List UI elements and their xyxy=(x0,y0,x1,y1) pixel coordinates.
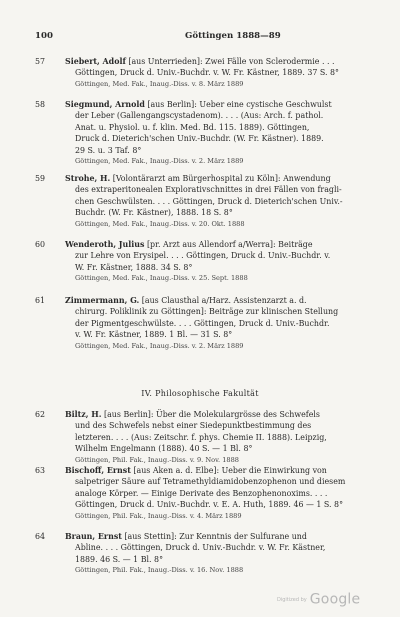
entry-text: salpetriger Säure auf Tetramethyldiamidobenzophenon und diesem xyxy=(75,477,346,487)
entry-text: [aus Berlin]: Ueber eine cystische Geschwulst xyxy=(147,100,332,109)
entry-text: Göttingen, Druck d. Univ.-Buchdr. v. E. A. Huth, 1889. 46 — 1 S. 8° xyxy=(75,500,344,510)
page-number: 100 xyxy=(35,31,53,41)
entry-text: und des Schwefels nebst einer Siedepunktbestimmung des xyxy=(75,421,312,431)
entry-text: [aus Berlin]: Über die Molekulargrösse des Schwefels xyxy=(104,410,320,419)
bibliography-entry xyxy=(35,531,375,575)
bibliography-entry xyxy=(35,56,375,89)
entry-text: zur Lehre von Erysipel. . . . Göttingen, Druck d. Univ.-Buchdr. v. xyxy=(75,251,331,261)
entry-number: 57 xyxy=(35,57,46,66)
author-name: Braun, Ernst xyxy=(65,532,122,541)
entry-text: 29 S. u. 3 Taf. 8° xyxy=(75,145,142,155)
entry-text: Göttingen, Druck d. Univ.-Buchdr. v. W. Fr. Kästner, 1889. 37 S. 8° xyxy=(75,68,340,78)
entry-meta: Göttingen, Med. Fak., Inaug.-Diss. v. 2. März 1889 xyxy=(75,157,244,166)
entry-text: W. Fr. Kästner, 1888. 34 S. 8° xyxy=(75,262,193,272)
entry-meta: Göttingen, Med. Fak., Inaug.-Diss. v. 25. Sept. 1888 xyxy=(75,274,248,283)
entry-text: der Pigmentgeschwülste. . . . Göttingen, Druck d. Univ.-Buchdr. xyxy=(75,318,330,328)
entry-text: [pr. Arzt aus Allendorf a/Werra]: Beiträge xyxy=(146,240,313,249)
entry-meta: Göttingen, Phil. Fak., Inaug.-Diss. v. 9. Nov. 1888 xyxy=(75,455,239,464)
entry-text: letzteren. . . . (Aus: Zeitschr. f. phys. Chemie II. 1888). Leipzig, xyxy=(75,432,327,442)
author-name: Wenderoth, Julius xyxy=(65,240,145,249)
digitized-watermark xyxy=(277,589,360,608)
bibliography-entry xyxy=(35,173,375,229)
entry-text: des extraperitonealen Explorativschnittes in drei Fällen von fragli- xyxy=(75,185,342,195)
entry-text: chen Geschwülsten. . . . Göttingen, Druck d. Dieterich'schen Univ.- xyxy=(75,196,343,206)
entry-text: Druck d. Dieterich'schen Univ.-Buchdr. (W. Fr. Kästner). 1889. xyxy=(75,134,324,144)
entry-text: Buchdr. (W. Fr. Kästner), 1888. 18 S. 8° xyxy=(75,208,233,218)
entry-text: chirurg. Poliklinik zu Göttingen]: Beiträge zur klinischen Stellung xyxy=(75,307,339,317)
page-header xyxy=(35,31,370,45)
bibliography-entry xyxy=(35,295,375,351)
entry-text: der Leber (Gallengangscystadenom). . . . (Aus: Arch. f. pathol. xyxy=(75,111,324,121)
entry-text: analoge Körper. — Einige Derivate des Benzophenonoxims. . . . xyxy=(75,488,328,498)
bibliography-entry xyxy=(35,239,375,283)
entry-number: 59 xyxy=(35,174,46,183)
author-name: Strohe, H. xyxy=(65,174,111,183)
bibliography-entry xyxy=(35,465,375,521)
entry-number: 62 xyxy=(35,410,46,419)
entry-text: 1889. 46 S. — 1 Bl. 8° xyxy=(75,554,164,564)
entry-text: v. W. Fr. Kästner, 1889. 1 Bl. — 31 S. 8° xyxy=(75,330,233,340)
entry-meta: Göttingen, Med. Fak., Inaug.-Diss. v. 2. März 1889 xyxy=(75,341,244,350)
author-name: Siegmund, Arnold xyxy=(65,100,145,109)
entry-number: 64 xyxy=(35,532,46,541)
entry-meta: Göttingen, Phil. Fak., Inaug.-Diss. v. 16. Nov. 1888 xyxy=(75,566,244,575)
author-name: Bischoff, Ernst xyxy=(65,466,131,475)
entry-number: 60 xyxy=(35,240,46,249)
entry-text: Anat. u. Physiol. u. f. klin. Med. Bd. 115. 1889). Göttingen, xyxy=(75,122,310,132)
bibliography-entry xyxy=(35,409,375,465)
entry-text: Abline. . . . Göttingen, Druck d. Univ.-Buchdr. v. W. Fr. Kästner, xyxy=(75,543,326,553)
author-name: Biltz, H. xyxy=(65,410,102,419)
entry-text: [aus Unterrieden]: Zwei Fälle von Sclerodermie . . . xyxy=(128,57,335,66)
google-logo: Google xyxy=(309,591,361,608)
bibliography-entry xyxy=(35,99,375,166)
entry-number: 61 xyxy=(35,296,46,305)
entry-meta: Göttingen, Med. Fak., Inaug.-Diss. v. 8. März 1889 xyxy=(75,79,244,88)
entry-text: [aus Stettin]: Zur Kenntnis der Sulfurane und xyxy=(124,532,307,541)
entry-text: Wilhelm Engelmann (1888). 40 S. — 1 Bl. 8° xyxy=(75,444,253,454)
author-name: Zimmermann, G. xyxy=(65,296,140,305)
running-title: Göttingen 1888—89 xyxy=(185,31,281,41)
entry-number: 63 xyxy=(35,466,46,475)
watermark-prefix: Digitized by xyxy=(277,596,307,603)
entry-text: [aus Clausthal a/Harz. Assistenzarzt a. d. xyxy=(141,296,307,305)
author-name: Siebert, Adolf xyxy=(65,57,126,66)
entry-number: 58 xyxy=(35,100,46,109)
entry-text: [aus Aken a. d. Elbe]: Ueber die Einwirkung von xyxy=(133,466,327,475)
entry-meta: Göttingen, Med. Fak., Inaug.-Diss. v. 20. Okt. 1888 xyxy=(75,219,245,228)
section-title: IV. Philosophische Fakultät xyxy=(141,389,259,398)
entry-meta: Göttingen, Phil. Fak., Inaug.-Diss. v. 4. März 1889 xyxy=(75,511,242,520)
entry-text: [Volontärarzt am Bürgerhospital zu Köln]: Anwendung xyxy=(112,174,331,183)
